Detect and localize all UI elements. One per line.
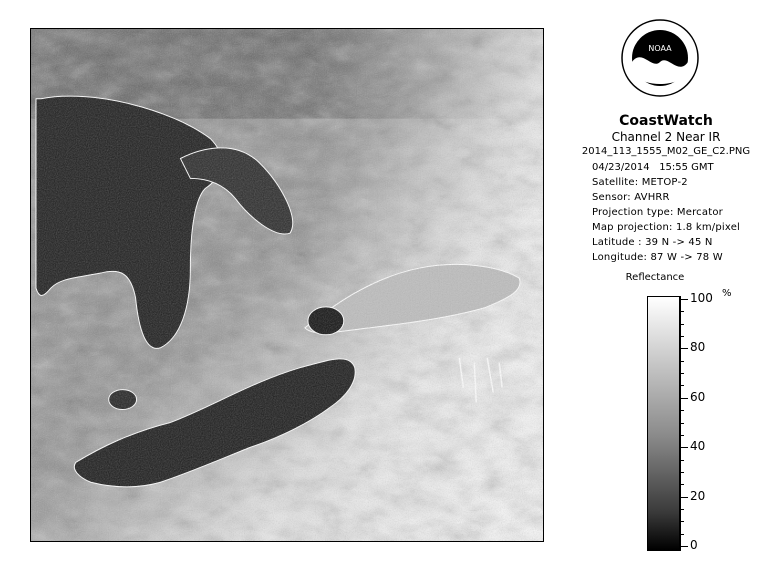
colorbar-minor-tick [680, 385, 684, 386]
colorbar-minor-tick [680, 324, 684, 325]
colorbar-minor-tick [680, 460, 684, 461]
product-title: CoastWatch [619, 113, 713, 129]
colorbar-major-tick [680, 348, 688, 349]
colorbar-minor-tick [680, 361, 684, 362]
datetime-label [592, 162, 714, 173]
colorbar-tick-label: 40 [690, 439, 706, 454]
filename-label: 2014_113_1555_M02_GE_C2.PNG [581, 146, 751, 157]
colorbar-title: Reflectance [625, 272, 685, 283]
projection-type-label: Projection type: Mercator [592, 207, 723, 218]
colorbar-minor-tick [680, 435, 684, 436]
colorbar-minor-tick [680, 423, 684, 424]
colorbar [647, 296, 680, 551]
sensor-label: Sensor: AVHRR [592, 192, 670, 203]
colorbar-major-tick [680, 546, 688, 547]
colorbar-minor-tick [680, 484, 684, 485]
colorbar-minor-tick [680, 472, 684, 473]
colorbar-minor-tick [680, 373, 684, 374]
latitude-label: Latitude : 39 N -> 45 N [592, 237, 713, 248]
time-label: 15:55 GMT [659, 162, 714, 173]
colorbar-major-tick [680, 299, 688, 300]
date-label: 04/23/2014 [592, 162, 650, 173]
colorbar-minor-tick [680, 521, 684, 522]
logo-text: NOAA [648, 44, 672, 53]
noaa-logo [620, 18, 700, 98]
colorbar-tick-label: 0 [690, 538, 698, 552]
colorbar-tick-label: 80 [690, 340, 706, 355]
colorbar-minor-tick [680, 311, 684, 312]
longitude-label: Longitude: 87 W -> 78 W [592, 252, 723, 263]
colorbar-axis [680, 296, 681, 551]
map-projection-label: Map projection: 1.8 km/pixel [592, 222, 741, 233]
colorbar-minor-tick [680, 534, 684, 535]
colorbar-tick-label: 100 [690, 291, 713, 305]
colorbar-minor-tick [680, 336, 684, 337]
satellite-image [30, 28, 544, 542]
colorbar-major-tick [680, 398, 688, 399]
satellite-label: Satellite: METOP-2 [592, 177, 688, 188]
colorbar-tick-label: 20 [690, 488, 706, 503]
colorbar-unit: % [722, 288, 732, 299]
colorbar-minor-tick [680, 509, 684, 510]
channel-label: Channel 2 Near IR [611, 130, 721, 144]
colorbar-major-tick [680, 447, 688, 448]
colorbar-tick-label: 60 [690, 389, 706, 404]
colorbar-minor-tick [680, 410, 684, 411]
colorbar-major-tick [680, 497, 688, 498]
